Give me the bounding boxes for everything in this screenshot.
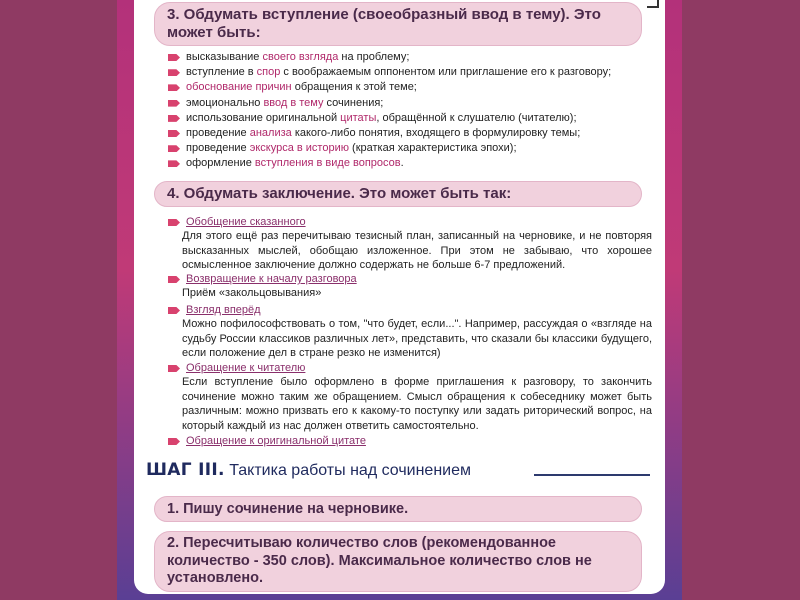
step3-item-1: 1. Пишу сочинение на черновике. <box>154 496 642 522</box>
step-title: Тактика работы над сочинением <box>229 462 471 479</box>
bullet-tag-icon <box>168 145 180 152</box>
bullet-tag-icon <box>168 365 180 372</box>
conclusion-option <box>168 272 652 301</box>
list-item: обоснование причин обращения к этой теме; <box>168 80 648 95</box>
list-item: проведение экскурса в историю (краткая характеристика эпохи); <box>168 141 648 156</box>
bullet-tag-icon <box>168 100 180 107</box>
option-title: Обращение к оригинальной цитате <box>168 434 652 448</box>
option-title: Обобщение сказанного <box>168 215 652 229</box>
document-page <box>134 0 665 594</box>
list-item: эмоционально ввод в тему сочинения; <box>168 96 648 111</box>
step3-item-2: 2. Пересчитываю количество слов (рекомендованное количество - 350 слов). Максимальное количество слов не установлено. <box>154 531 642 592</box>
step-label: ШАГ III. <box>146 460 225 480</box>
conclusion-option <box>168 361 652 433</box>
bullet-tag-icon <box>168 54 180 61</box>
option-text: Если вступление было оформлено в форме приглашения к разговору, то закончить сочинение можно таким же обращением. Смысл обращения к собеседнику может быть различным: можно призвать его к какому-то поступку или задать риторический вопрос, на который каждый из нас должен ответить самостоятельно. <box>182 376 652 432</box>
option-title: Взгляд вперёд <box>168 303 652 317</box>
option-text: Для этого ещё раз перечитываю тезисный план, записанный на черновике, и не повторяя высказанных мыслей, обобщаю изложенное. При этом не забываю, что хорошее осмысленное заключение должно содержать не больше 6-7 предложений. <box>182 230 652 272</box>
list-item: использование оригинальной цитаты, обращённой к слушателю (читателю); <box>168 111 648 126</box>
conclusion-option <box>168 215 652 273</box>
list-item: проведение анализа какого-либо понятия, входящего в формулировку темы; <box>168 126 648 141</box>
list-item: вступление в спор с воображаемым оппонентом или приглашение его к разговору; <box>168 65 648 80</box>
bullet-tag-icon <box>168 84 180 91</box>
list-item: высказывание своего взгляда на проблему; <box>168 50 648 65</box>
step-heading <box>146 460 656 482</box>
bullet-tag-icon <box>168 160 180 167</box>
option-text: Приём «закольцовывания» <box>182 287 322 299</box>
corner-bracket-icon <box>647 0 659 8</box>
bullet-tag-icon <box>168 438 180 445</box>
bullet-tag-icon <box>168 115 180 122</box>
list-item: оформление вступления в виде вопросов. <box>168 156 648 171</box>
bullet-tag-icon <box>168 130 180 137</box>
bullet-tag-icon <box>168 307 180 314</box>
conclusion-option <box>168 303 652 361</box>
bullet-tag-icon <box>168 276 180 283</box>
conclusion-option <box>168 434 652 448</box>
divider <box>534 474 650 476</box>
item3-list <box>168 50 648 172</box>
option-title: Обращение к читателю <box>168 361 652 375</box>
bullet-tag-icon <box>168 69 180 76</box>
bullet-tag-icon <box>168 219 180 226</box>
item3-heading: 3. Обдумать вступление (своеобразный ввод в тему). Это может быть: <box>154 2 642 46</box>
option-title: Возвращение к началу разговора <box>168 272 652 286</box>
item4-heading: 4. Обдумать заключение. Это может быть так: <box>154 181 642 207</box>
option-text: Можно пофилософствовать о том, "что будет, если...". Например, рассуждая о «взгляде на судьбу России классиков различных лет», представить, что сказали бы классики будущего, если положение дел в стране резко не изменится) <box>182 318 652 360</box>
